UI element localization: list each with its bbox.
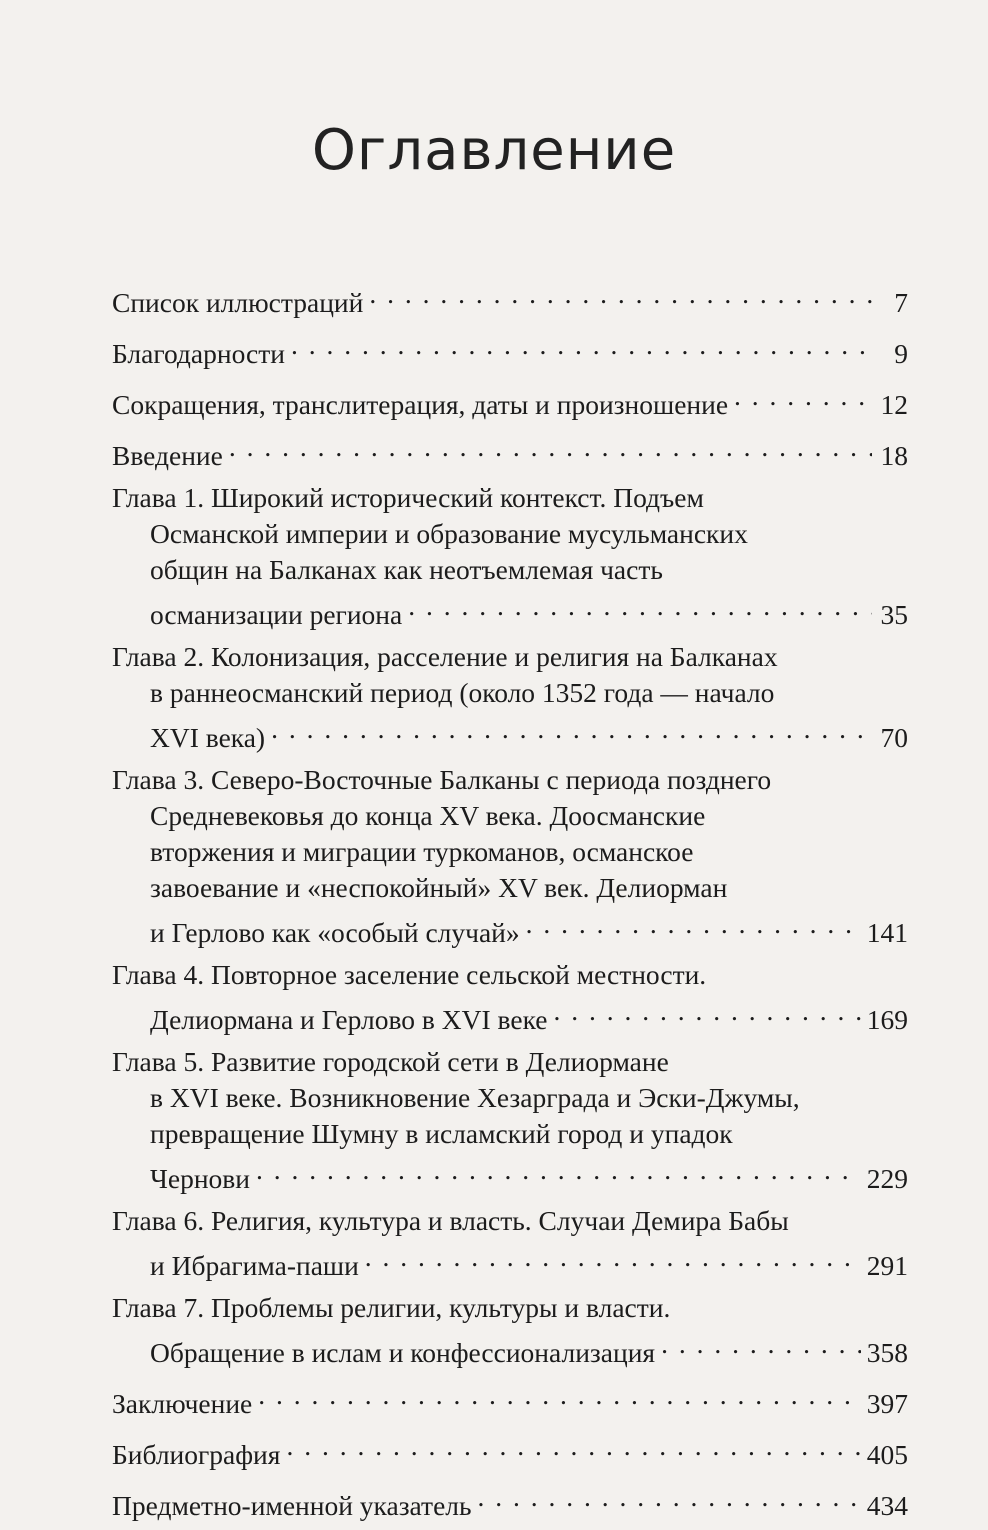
toc-entry-line: Глава 6. Религия, культура и власть. Случаи Демира Бабы [112, 1205, 789, 1236]
toc-entry-line: османизации региона [150, 599, 403, 630]
toc-entry-line: и Ибрагима-паши [150, 1250, 359, 1281]
toc-entry-line: Глава 7. Проблемы религии, культуры и власти. [112, 1292, 671, 1323]
toc-entry [112, 957, 908, 1038]
toc-entry-line: Предметно-именной указатель [112, 1490, 472, 1521]
page-number: 397 [866, 1388, 908, 1419]
toc-entry-line: Средневековья до конца XV века. Доосманские [150, 800, 706, 831]
table-of-contents [112, 276, 908, 1530]
toc-entry-last-line [112, 429, 908, 474]
toc-entry-last-line [112, 588, 908, 633]
dot-leader [365, 1239, 861, 1275]
toc-entry-line: Глава 5. Развитие городской сети в Делиормане [112, 1046, 669, 1077]
page-number: 7 [894, 287, 908, 318]
page-number: 434 [866, 1490, 908, 1521]
toc-entry-last-line [112, 1326, 908, 1371]
toc-entry-last-line [112, 1239, 908, 1284]
page-number: 9 [894, 338, 908, 369]
page-number: 169 [866, 1004, 908, 1035]
toc-entry [112, 762, 908, 951]
toc-entry-line: завоевание и «неспокойный» XV век. Делиорман [150, 872, 728, 903]
toc-entry-line: вторжения и миграции туркоманов, османское [150, 836, 694, 867]
toc-entry-line: Делиормана и Герлово в XVI веке [150, 1004, 548, 1035]
page-title: Оглавление [311, 118, 677, 183]
toc-entry-last-line [112, 906, 908, 951]
toc-entry [112, 378, 908, 423]
toc-entry-line: XVI века) [150, 722, 266, 753]
toc-entry-last-line [112, 711, 908, 756]
toc-entry-last-line [112, 1479, 908, 1524]
dot-leader [271, 711, 872, 747]
dot-leader [256, 1152, 861, 1188]
toc-entry-line: Глава 4. Повторное заселение сельской местности. [112, 959, 707, 990]
toc-entry [112, 327, 908, 372]
toc-entry-line: Чернови [150, 1163, 250, 1194]
dot-leader [478, 1479, 861, 1515]
page-number: 18 [880, 440, 908, 471]
page-number: 12 [880, 389, 908, 420]
toc-entry-line: Османской империи и образование мусульманских [150, 518, 748, 549]
toc-entry-last-line [112, 1428, 908, 1473]
toc-entry-line: Введение [112, 440, 223, 471]
toc-entry-last-line [112, 993, 908, 1038]
dot-leader [229, 429, 872, 465]
toc-entry-line: превращение Шумну в исламский город и упадок [150, 1118, 733, 1149]
dot-leader [661, 1326, 861, 1362]
dot-leader [408, 588, 872, 624]
page-number: 229 [866, 1163, 908, 1194]
toc-entry-last-line [112, 276, 908, 321]
toc-entry-line: Сокращения, транслитерация, даты и произношение [112, 389, 729, 420]
dot-leader [526, 906, 861, 942]
dot-leader [258, 1377, 861, 1413]
toc-entry [112, 1290, 908, 1371]
toc-entry-last-line [112, 1152, 908, 1197]
toc-entry-line: в раннеосманский период (около 1352 года — начало [150, 677, 775, 708]
page-number: 70 [880, 722, 908, 753]
toc-entry-last-line [112, 378, 908, 423]
toc-entry [112, 1428, 908, 1473]
dot-leader [291, 327, 872, 363]
toc-entry [112, 1479, 908, 1524]
toc-entry-line: Глава 2. Колонизация, расселение и религия на Балканах [112, 641, 778, 672]
toc-entry-line: общин на Балканах как неотъемлемая часть [150, 554, 663, 585]
page-number: 35 [880, 599, 908, 630]
toc-entry [112, 276, 908, 321]
toc-entry-last-line [112, 327, 908, 372]
toc-entry-line: Обращение в ислам и конфессионализация [150, 1337, 656, 1368]
toc-entry-line: Список иллюстраций [112, 287, 364, 318]
toc-entry-line: Глава 3. Северо-Восточные Балканы с периода позднего [112, 764, 772, 795]
toc-entry-line: Заключение [112, 1388, 253, 1419]
page-number: 291 [866, 1250, 908, 1281]
page-number: 405 [866, 1439, 908, 1470]
toc-entry [112, 1044, 908, 1197]
dot-leader [286, 1428, 860, 1464]
page-number: 358 [866, 1337, 908, 1368]
toc-entry-line: и Герлово как «особый случай» [150, 917, 520, 948]
dot-leader [553, 993, 860, 1029]
page-number: 141 [866, 917, 908, 948]
toc-entry-line: в XVI веке. Возникновение Хезарграда и Эски-Джумы, [150, 1082, 800, 1113]
toc-entry-last-line [112, 1377, 908, 1422]
toc-entry [112, 639, 908, 756]
toc-entry-line: Благодарности [112, 338, 285, 369]
toc-entry [112, 1377, 908, 1422]
dot-leader [369, 276, 872, 312]
toc-entry [112, 480, 908, 633]
toc-entry [112, 429, 908, 474]
toc-entry-line: Глава 1. Широкий исторический контекст. Подъем [112, 482, 704, 513]
toc-entry [112, 1203, 908, 1284]
toc-entry-line: Библиография [112, 1439, 281, 1470]
dot-leader [734, 378, 872, 414]
